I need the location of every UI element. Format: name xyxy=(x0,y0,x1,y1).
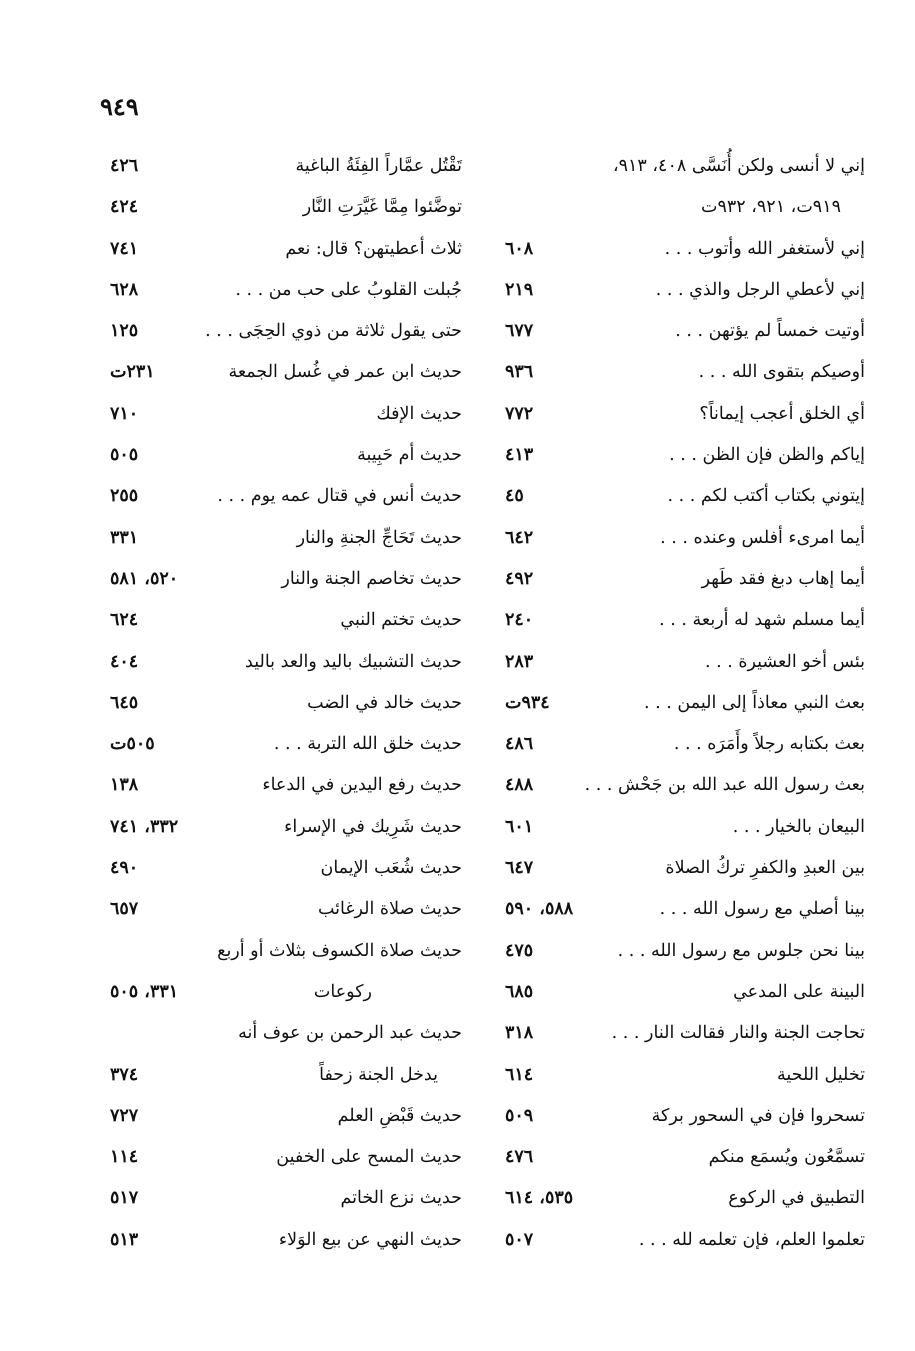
entry-page-refs: ٥٠٩ xyxy=(505,1105,534,1126)
entry-text: إياكم والظن فإن الظن . . . xyxy=(669,445,865,466)
entry-text: بعث بكتابه رجلاً وأَمَرَه . . . xyxy=(673,734,865,755)
entry-page-refs: ٧٧٢ xyxy=(505,403,534,424)
entry-page-refs: ٦٨٥ xyxy=(505,981,534,1002)
index-entry xyxy=(505,1055,865,1096)
entry-text: حديث ابن عمر في غُسل الجمعة xyxy=(228,362,462,383)
index-entry xyxy=(110,352,462,393)
index-entry xyxy=(505,724,865,765)
entry-text: حديث شَرِيك في الإسراء xyxy=(284,816,462,837)
index-entry xyxy=(110,394,462,435)
entry-text: إيتوني بكتاب أكتب لكم . . . xyxy=(667,486,865,507)
entry-text: أوصيكم بتقوى الله . . . xyxy=(698,362,865,383)
entry-page-refs: ٣٣٢، ٧٤١ xyxy=(110,816,179,837)
index-entry xyxy=(505,559,865,600)
entry-text: حديث أنس في قتال عمه يوم . . . xyxy=(217,486,462,507)
entry-page-refs: ٦٤٢ xyxy=(505,527,534,548)
entry-text: بئس أخو العشيرة . . . xyxy=(704,651,865,672)
entry-text: حديث رفع اليدين في الدعاء xyxy=(262,775,462,796)
entry-text: إني لأعطي الرجل والذي . . . xyxy=(655,279,865,300)
entry-page-refs: ٥٢٠، ٥٨١ xyxy=(110,568,179,589)
entry-page-refs: ٤٥ xyxy=(505,486,524,507)
index-entry xyxy=(110,1013,462,1054)
entry-page-refs: ٥٠٥ xyxy=(110,445,139,466)
index-entry xyxy=(505,1220,865,1261)
entry-text: حتى يقول ثلاثة من ذوي الحِجَى . . . xyxy=(205,321,462,342)
entry-text: أيما مسلم شهد له أربعة . . . xyxy=(659,610,865,631)
index-entry xyxy=(110,848,462,889)
entry-text: بعث رسول الله عبد الله بن جَحْش . . . xyxy=(584,775,865,796)
entry-text: حديث عبد الرحمن بن عوف أنه xyxy=(238,1023,462,1044)
entry-text: إني لا أنسى ولكن أُنَسَّى ٤٠٨، ٩١٣، xyxy=(612,156,865,176)
index-entry xyxy=(505,807,865,848)
entry-text: حديث تخاصم الجنة والنار xyxy=(281,568,462,589)
entry-text: بينا نحن جلوس مع رسول الله . . . xyxy=(617,940,865,961)
entry-page-refs: ٧١٠ xyxy=(110,403,139,424)
entry-page-refs: ٥٠٥ت xyxy=(110,734,155,755)
entry-page-refs: ٤١٣ xyxy=(505,445,534,466)
entry-text: ثلاث أعطيتهن؟ قال: نعم xyxy=(285,238,462,259)
entry-text: إني لأستغفر الله وأتوب . . . xyxy=(664,238,865,259)
entry-text: بعث النبي معاذاً إلى اليمن . . . xyxy=(644,692,865,713)
index-entry xyxy=(110,683,462,724)
index-entry xyxy=(110,642,462,683)
index-entry xyxy=(505,1096,865,1137)
entry-page-refs: ٤٧٥ xyxy=(505,940,534,961)
index-entry xyxy=(505,1137,865,1178)
entry-page-refs: ٢٣١ت xyxy=(110,362,155,383)
entry-text: حديث تَحَاجِّ الجنةِ والنار xyxy=(296,527,462,548)
index-entry xyxy=(505,931,865,972)
index-entry xyxy=(110,600,462,641)
entry-text: حديث صلاة الرغائب xyxy=(317,899,462,920)
index-entry xyxy=(505,683,865,724)
index-entry xyxy=(505,352,865,393)
entry-page-refs: ١٣٨ xyxy=(110,775,139,796)
entry-text: البيعان بالخيار . . . xyxy=(732,816,865,837)
entry-page-refs: ٦٠١ xyxy=(505,816,534,837)
index-entry xyxy=(110,1096,462,1137)
entry-page-refs: ١١٤ xyxy=(110,1147,139,1168)
entry-text: حديث أم حَبِيبة xyxy=(357,445,462,466)
index-entry xyxy=(110,187,462,228)
entry-text: حديث تختم النبي xyxy=(340,610,462,631)
entry-text: حديث النهي عن بيع الوَلاء xyxy=(278,1229,462,1250)
index-entry xyxy=(110,1178,462,1219)
entry-text: حديث التشبيك باليد والعد باليد xyxy=(245,651,462,672)
index-entry xyxy=(505,1013,865,1054)
index-entry xyxy=(505,476,865,517)
entry-page-refs: ٤٢٦ xyxy=(110,156,139,176)
entry-text: حديث صلاة الكسوف بثلاث أو أربع xyxy=(217,940,462,961)
entry-page-refs: ٥٨٨، ٥٩٠ xyxy=(505,899,574,920)
entry-page-refs: ٧٢٧ xyxy=(110,1105,139,1126)
entry-text: حديث المسح على الخفين xyxy=(276,1147,462,1168)
entry-text: تسمَّعُون ويُسمَع منكم xyxy=(708,1147,865,1168)
entry-text: حديث خلق الله التربة . . . xyxy=(273,734,462,755)
entry-page-refs: ٤٠٤ xyxy=(110,651,139,672)
index-column-left xyxy=(110,146,462,1261)
index-entry xyxy=(505,518,865,559)
entry-page-refs: ٦٤٧ xyxy=(505,858,534,879)
entry-page-refs: ٤٨٨ xyxy=(505,775,534,796)
index-entry xyxy=(505,187,865,228)
entry-text: التطبيق في الركوع xyxy=(728,1188,865,1209)
index-entry xyxy=(505,642,865,683)
entry-text: ٩١٩ت، ٩٢١، ٩٣٢ت xyxy=(701,197,841,218)
entry-page-refs: ٦٤٥ xyxy=(110,692,139,713)
entry-text: حديث شُعَب الإيمان xyxy=(320,858,462,879)
entry-page-refs: ٩٣٦ xyxy=(505,362,534,383)
entry-text: أي الخلق أعجب إيماناً؟ xyxy=(699,403,865,424)
entry-page-refs: ٦٧٧ xyxy=(505,321,534,342)
index-entry xyxy=(110,931,462,972)
index-entry xyxy=(505,765,865,806)
entry-page-refs: ٥١٧ xyxy=(110,1188,139,1209)
entry-page-refs: ٤٨٦ xyxy=(505,734,534,755)
entry-page-refs: ٩٣٤ت xyxy=(505,692,550,713)
entry-text: حديث الإفك xyxy=(376,403,462,424)
entry-page-refs: ١٢٥ xyxy=(110,321,139,342)
entry-page-refs: ٥١٣ xyxy=(110,1229,139,1250)
index-entry xyxy=(110,765,462,806)
entry-text: تخليل اللحية xyxy=(776,1064,865,1085)
entry-text: أيما إهاب دبغ فقد طَهر xyxy=(701,568,865,589)
index-entry xyxy=(110,270,462,311)
index-entry xyxy=(505,1178,865,1219)
index-column-right xyxy=(505,146,865,1261)
entry-page-refs: ٦٠٨ xyxy=(505,238,534,259)
entry-text: يدخل الجنة زحفاً xyxy=(319,1064,438,1085)
index-entry xyxy=(110,889,462,930)
entry-text: حديث خالد في الضب xyxy=(307,692,462,713)
index-entry xyxy=(110,476,462,517)
entry-text: حديث نزع الخاتم xyxy=(340,1188,462,1209)
entry-text: حديث قَبْضِ العلم xyxy=(337,1105,462,1126)
index-entry xyxy=(505,972,865,1013)
entry-text: جُبلت القلوبُ على حب من . . . xyxy=(235,279,462,300)
entry-page-refs: ٢٥٥ xyxy=(110,486,139,507)
index-entry xyxy=(110,1220,462,1261)
entry-page-refs: ٦٢٨ xyxy=(110,279,139,300)
entry-text: تحاجت الجنة والنار فقالت النار . . . xyxy=(611,1023,865,1044)
entry-text: أوتيت خمساً لم يؤتهن . . . xyxy=(675,321,865,342)
entry-page-refs: ٦٢٤ xyxy=(110,610,139,631)
index-entry xyxy=(505,146,865,187)
index-entry xyxy=(505,229,865,270)
entry-text: أيما امرىء أفلس وعنده . . . xyxy=(660,527,865,548)
entry-text: تسحروا فإن في السحور بركة xyxy=(651,1105,865,1126)
index-entry xyxy=(110,311,462,352)
entry-page-refs: ٣٧٤ xyxy=(110,1064,139,1085)
entry-text: ركوعات xyxy=(313,981,372,1002)
entry-text: بين العبدِ والكفرِ تركُ الصلاة xyxy=(665,858,865,879)
entry-text: توضَّئوا مِمَّا غَيَّرَتِ النَّار xyxy=(302,197,462,218)
index-entry xyxy=(110,518,462,559)
entry-page-refs: ٦١٤ xyxy=(505,1064,534,1085)
entry-page-refs: ٢٨٣ xyxy=(505,651,534,672)
index-entry xyxy=(505,600,865,641)
index-entry xyxy=(110,229,462,270)
index-entry xyxy=(505,311,865,352)
entry-text: البينة على المدعي xyxy=(733,981,865,1002)
entry-page-refs: ٢٤٠ xyxy=(505,610,534,631)
index-entry xyxy=(505,889,865,930)
index-entry xyxy=(110,807,462,848)
index-entry xyxy=(505,435,865,476)
index-entry xyxy=(110,435,462,476)
entry-page-refs: ٦٥٧ xyxy=(110,899,139,920)
entry-page-refs: ٥٠٧ xyxy=(505,1229,534,1250)
index-entry xyxy=(110,1137,462,1178)
index-entry xyxy=(505,394,865,435)
entry-text: تَقْتُل عمَّاراً الفِئَةُ الباغية xyxy=(295,156,462,176)
index-entry xyxy=(505,270,865,311)
index-entry xyxy=(110,559,462,600)
entry-text: بينا أصلي مع رسول الله . . . xyxy=(659,899,865,920)
index-entry xyxy=(110,724,462,765)
index-entry xyxy=(110,972,462,1013)
index-entry xyxy=(110,1055,462,1096)
entry-page-refs: ٧٤١ xyxy=(110,238,139,259)
entry-page-refs: ٣٣١ xyxy=(110,527,139,548)
index-entry xyxy=(505,848,865,889)
index-entry xyxy=(110,146,462,187)
entry-text: تعلموا العلم، فإن تعلمه لله . . . xyxy=(638,1229,865,1250)
entry-page-refs: ٢١٩ xyxy=(505,279,534,300)
entry-page-refs: ٤٧٦ xyxy=(505,1147,534,1168)
entry-page-refs: ٤٩٢ xyxy=(505,568,534,589)
entry-page-refs: ٣١٨ xyxy=(505,1023,534,1044)
page-number: ٩٤٩ xyxy=(100,92,139,121)
entry-page-refs: ٤٢٤ xyxy=(110,197,139,218)
entry-page-refs: ٥٣٥، ٦١٤ xyxy=(505,1188,574,1209)
entry-page-refs: ٤٩٠ xyxy=(110,858,139,879)
entry-page-refs: ٣٣١، ٥٠٥ xyxy=(110,981,179,1002)
